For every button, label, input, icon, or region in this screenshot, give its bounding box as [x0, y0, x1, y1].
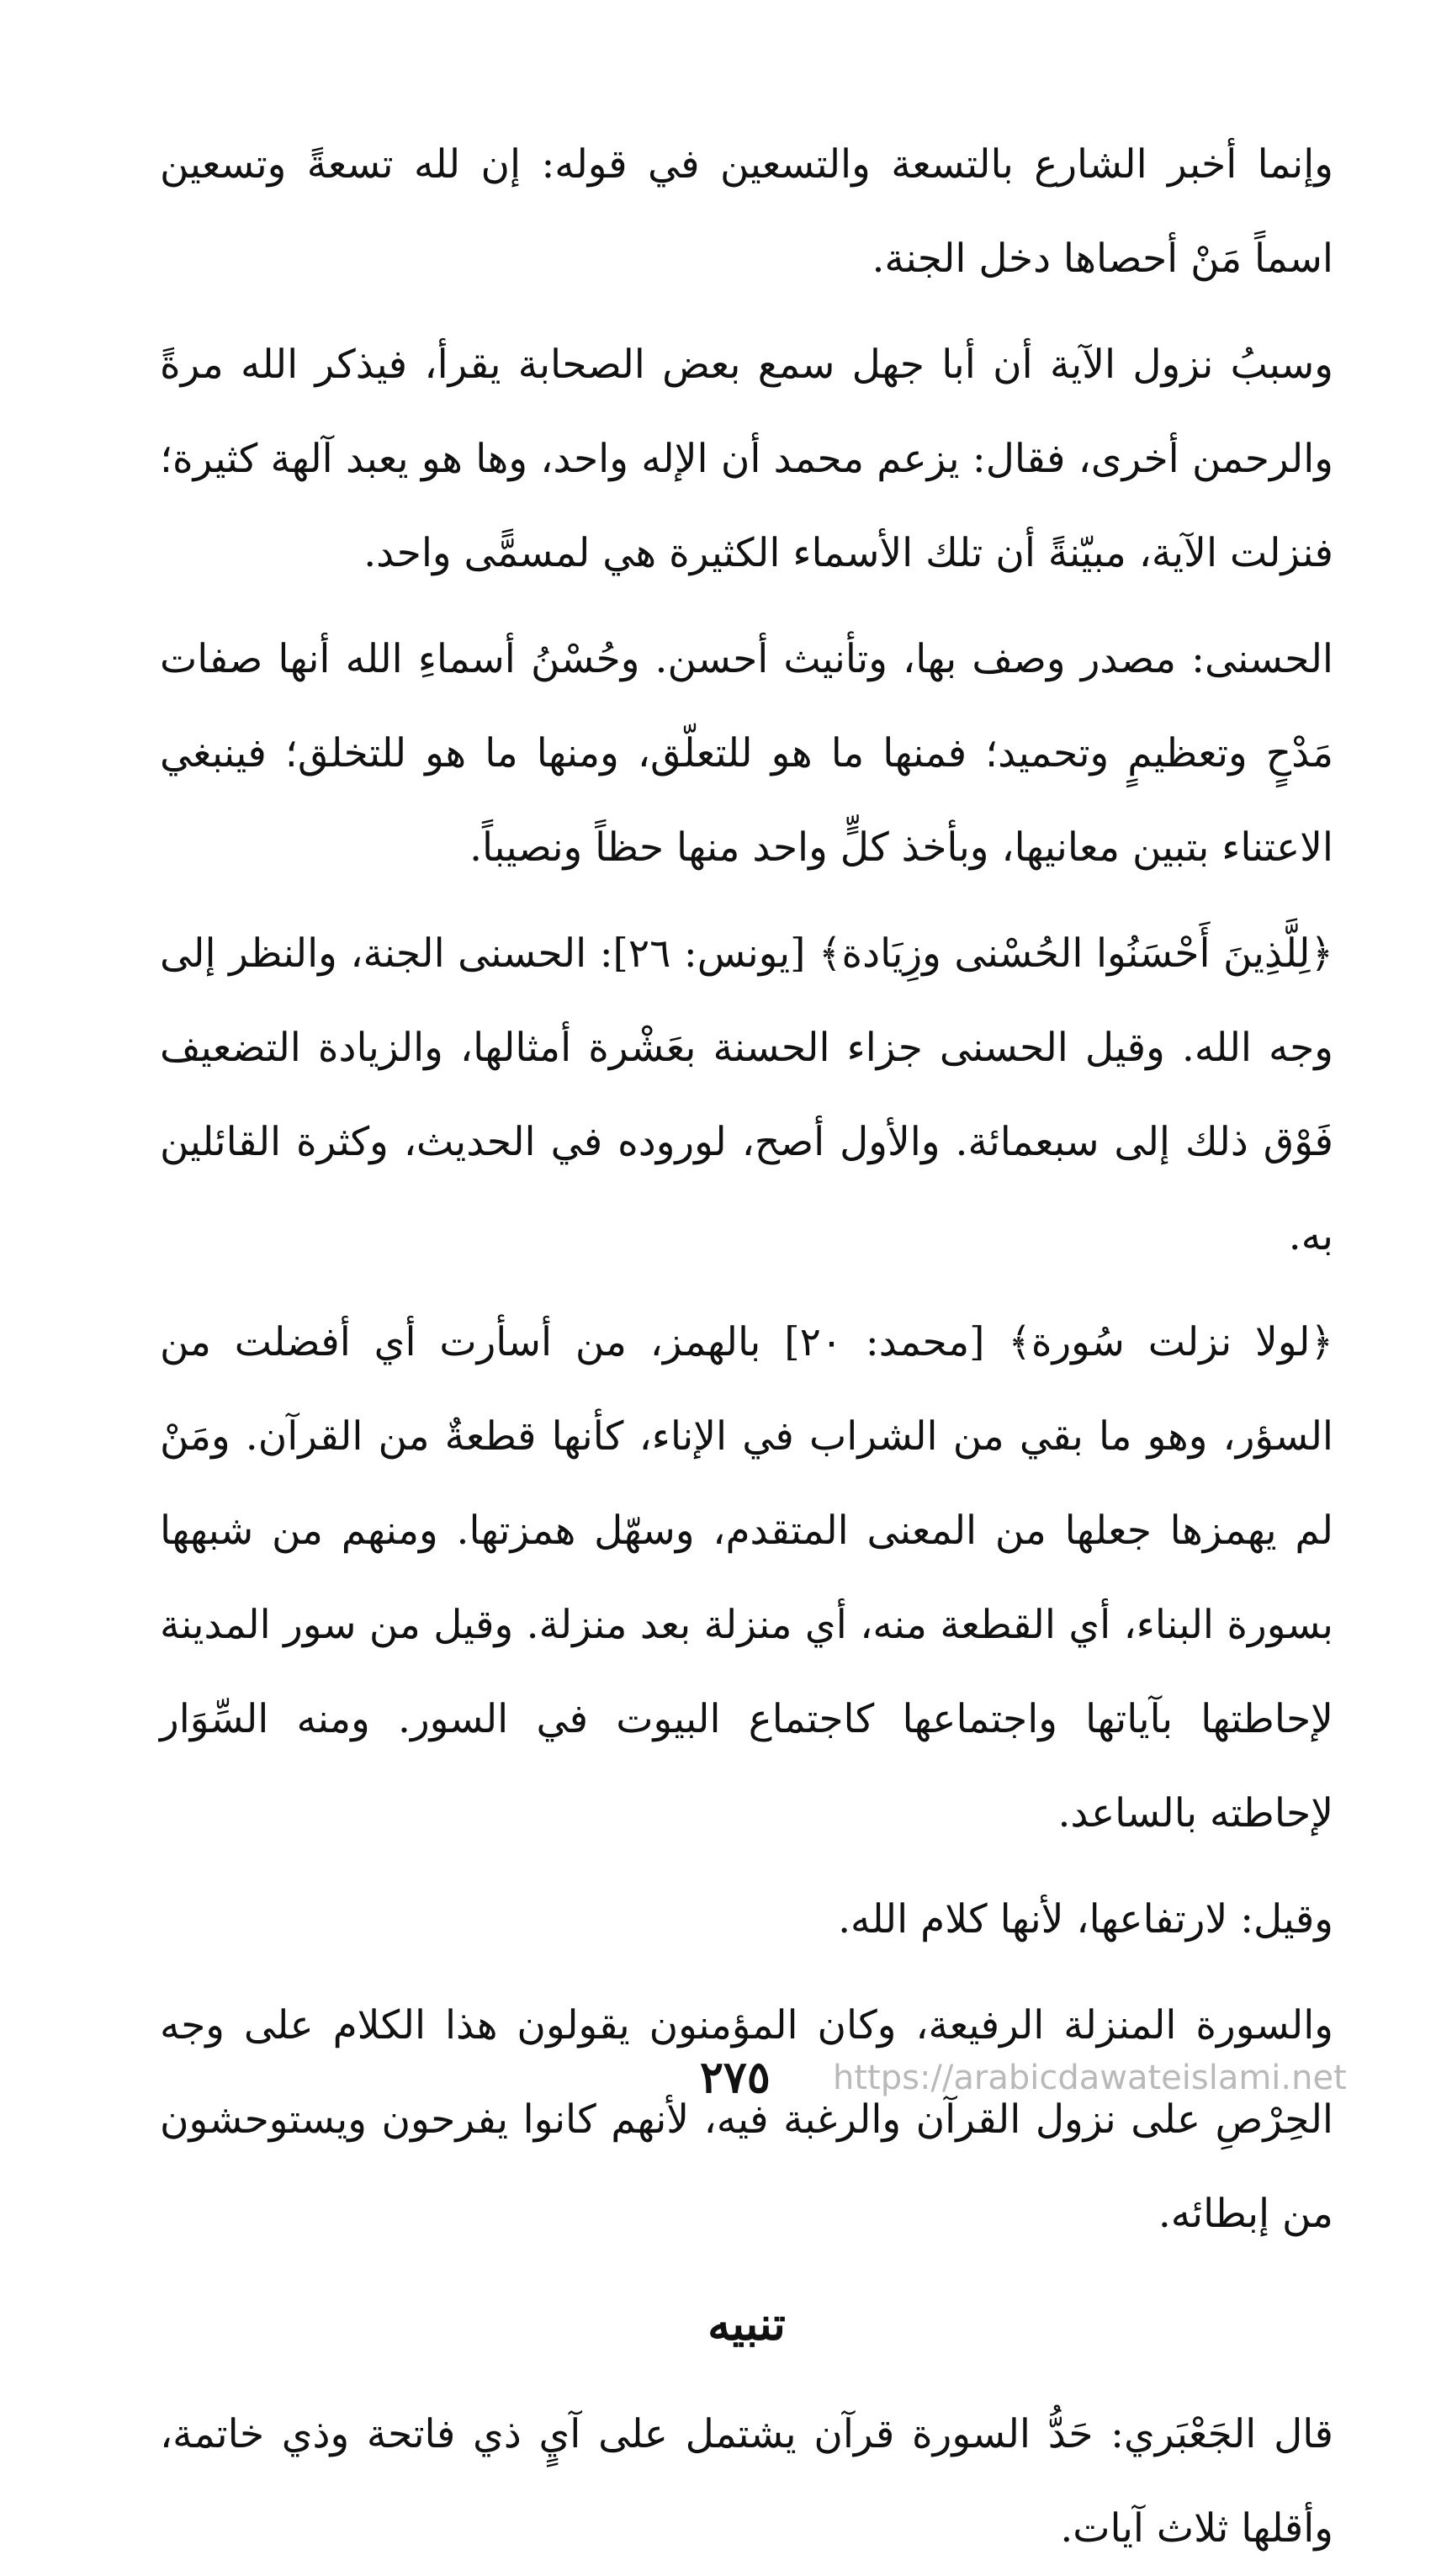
paragraph-5: ﴿لولا نزلت سُورة﴾ [محمد: ٢٠] بالهمز، من أسأرت أي أفضلت من السؤر، وهو ما بقي من الشراب في الإناء، كأنها قطعةٌ من القرآن. ومَنْ لم يهمزها جعلها من المعنى المتقدم، وسهّل همزتها. ومنهم من شبهها بسورة البناء، أي القطعة منه، أي منزلة بعد منزلة. وقيل من سور المدينة لإحاطتها بآياتها واجتماعها كاجتماع البيوت في السور. ومنه السِّوَار لإحاطته بالساعد.: [160, 1319, 1333, 1837]
final-paragraph: قال الجَعْبَري: حَدُّ السورة قرآن يشتمل على آيٍ ذي فاتحة وذي خاتمة، وأقلها ثلاث آيات.: [160, 2411, 1333, 2552]
paragraph-6: وقيل: لارتفاعها، لأنها كلام الله.: [838, 1896, 1333, 1943]
page-number: ٢٧٥: [700, 2052, 771, 2103]
section-heading: تنبيه: [707, 2297, 786, 2351]
paragraph-2: وسببُ نزول الآية أن أبا جهل سمع بعض الصحابة يقرأ، فيذكر الله مرةً والرحمن أخرى، فقال: يزعم محمد أن الإله واحد، وها هو يعبد آلهة كثيرة؛ فنزلت الآية، مبيّنةً أن تلك الأسماء الكثيرة هي لمسمًّى واحد.: [160, 342, 1333, 576]
page-footer: [0, 2044, 1436, 2112]
watermark-url: https://arabicdawateislami.net: [833, 2059, 1347, 2097]
paragraph-1: وإنما أخبر الشارع بالتسعة والتسعين في قوله: إن لله تسعةً وتسعين اسماً مَنْ أحصاها دخل الجنة.: [160, 141, 1333, 282]
paragraph-4: ﴿لِلَّذِينَ أَحْسَنُوا الحُسْنى وزِيَادة﴾ [يونس: ٢٦]: الحسنى الجنة، والنظر إلى وجه الله. وقيل الحسنى جزاء الحسنة بعَشْرة أمثالها، والزيادة التضعيف فَوْق ذلك إلى سبعمائة. والأول أصح، لوروده في الحديث، وكثرة القائلين به.: [160, 930, 1334, 1259]
paragraph-7: والسورة المنزلة الرفيعة، وكان المؤمنون يقولون هذا الكلام على وجه الحِرْصِ على نزول القرآن والرغبة فيه، لأنهم كانوا يفرحون ويستوحشون من إبطائه.: [160, 2002, 1333, 2237]
paragraph-3: الحسنى: مصدر وصف بها، وتأنيث أحسن. وحُسْنُ أسماءِ الله أنها صفات مَدْحٍ وتعظيمٍ وتحميد؛ فمنها ما هو للتعلّق، ومنها ما هو للتخلق؛ فينبغي الاعتناء بتبين معانيها، وبأخذ كلٍّ واحد منها حظاً ونصيباً.: [160, 636, 1333, 871]
